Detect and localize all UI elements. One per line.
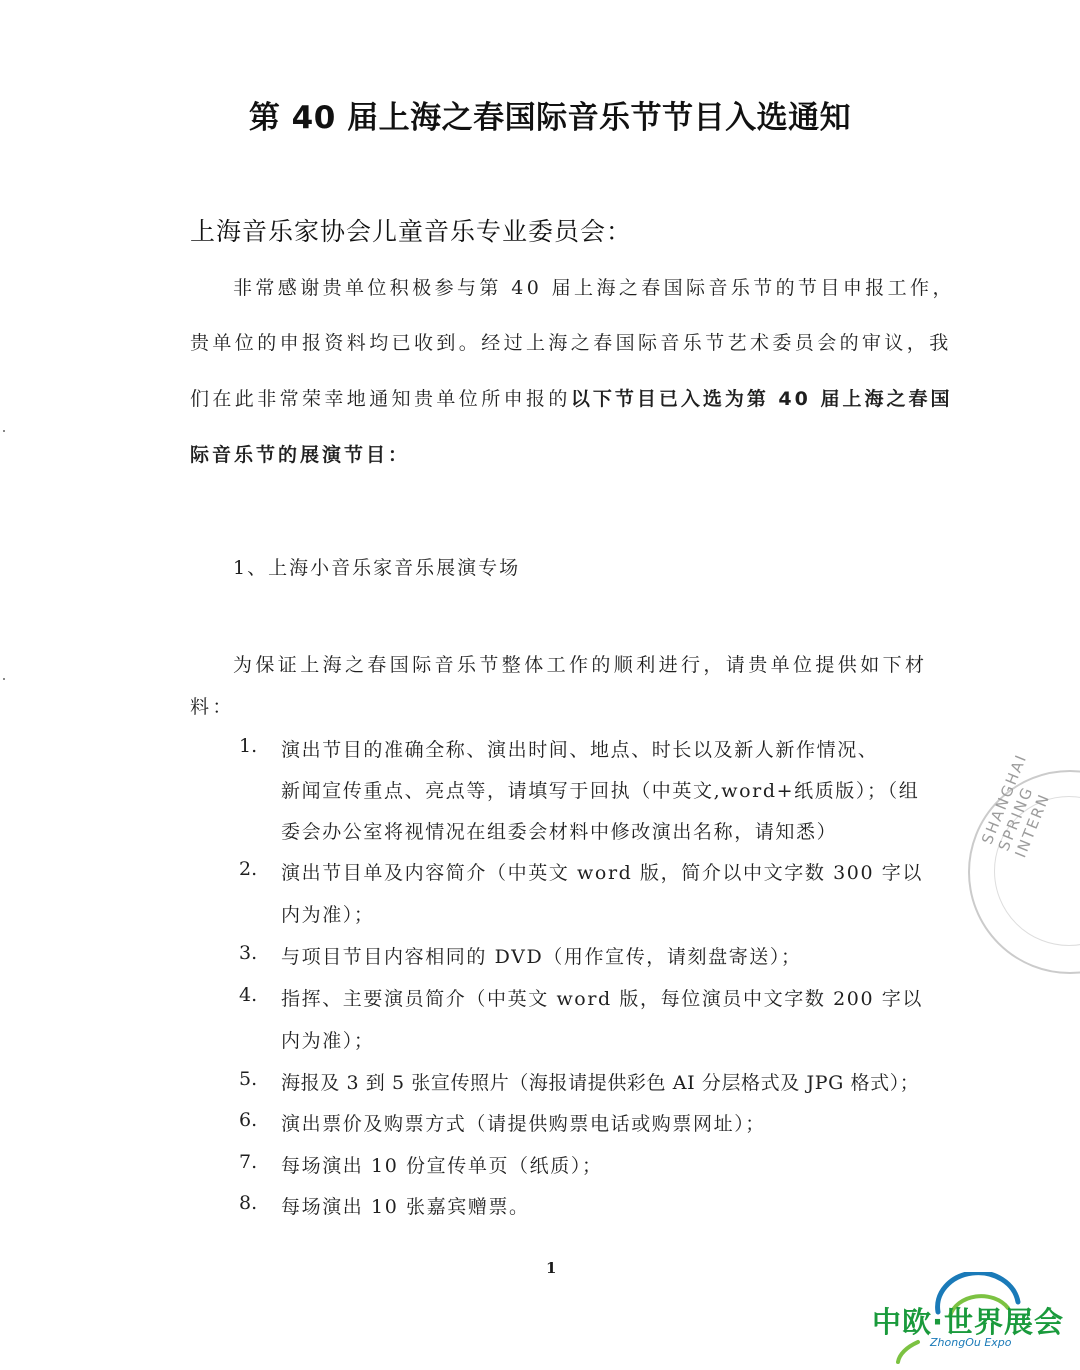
requirement-number: 8. [239,1192,258,1214]
requirement-text: 内为准）； [281,904,375,926]
page-number: 1 [546,1259,557,1277]
requirement-number: 3. [239,942,258,964]
requirement-text: 委会办公室将视情况在组委会材料中修改演出名称，请知悉） [281,821,838,843]
page-title: 第 40 届上海之春国际音乐节节目入选通知 [248,100,852,136]
requirement-number: 4. [239,984,258,1006]
intro-line-1: 非常感谢贵单位积极参与第 40 届上海之春国际音乐节的节目申报工作， [233,277,955,299]
requirement-text: 新闻宣传重点、亮点等，请填写于回执（中英文,word+纸质版）；（组 [281,780,920,802]
requirement-text: 演出票价及购票方式（请提供购票电话或购票网址）； [281,1113,766,1135]
requirement-text: 内为准）； [281,1030,375,1052]
selected-program: 1、上海小音乐家音乐展演专场 [233,557,521,579]
requirement-text: 每场演出 10 份宣传单页（纸质）； [281,1155,603,1177]
request-line-1: 为保证上海之春国际音乐节整体工作的顺利进行，请贵单位提供如下材 [233,654,928,676]
scan-mark [3,430,5,432]
requirement-text: 与项目节目内容相同的 DVD（用作宣传，请刻盘寄送）； [281,946,802,968]
requirement-number: 7. [239,1151,258,1173]
requirement-text: 每场演出 10 张嘉宾赠票。 [281,1196,530,1218]
intro-bold-2: 际音乐节的展演节目： [190,444,411,466]
request-line-2: 料： [190,696,235,718]
requirement-text: 指挥、主要演员简介（中英文 word 版，每位演员中文字数 200 字以 [281,988,923,1010]
watermark-logo-subtext: ZhongOu Expo [930,1336,1012,1349]
scan-mark [3,678,5,680]
intro-line-3 [190,384,952,411]
requirement-text: 演出节目单及内容简介（中英文 word 版，简介以中文字数 300 字以 [281,862,923,884]
requirement-number: 5. [239,1068,258,1090]
requirement-number: 6. [239,1109,258,1131]
watermark-logo-text: 中欧·世界展会 [872,1305,1065,1339]
intro-line-3-plain: 们在此非常荣幸地通知贵单位所申报的 [190,388,571,410]
requirement-text: 海报及 3 到 5 张宣传照片（海报请提供彩色 AI 分层格式及 JPG 格式）； [281,1072,920,1094]
intro-bold-1: 以下节目已入选为第 40 届上海之春国 [570,388,953,410]
addressee: 上海音乐家协会儿童音乐专业委员会： [190,217,633,246]
seal-text: SHANGHAI SPRING INTERN [978,751,1054,861]
requirement-text: 演出节目的准确全称、演出时间、地点、时长以及新人新作情况、 [281,739,879,761]
intro-line-2: 贵单位的申报资料均已收到。经过上海之春国际音乐节艺术委员会的审议，我 [190,332,952,354]
requirement-number: 1. [239,735,258,757]
requirement-number: 2. [239,858,258,880]
